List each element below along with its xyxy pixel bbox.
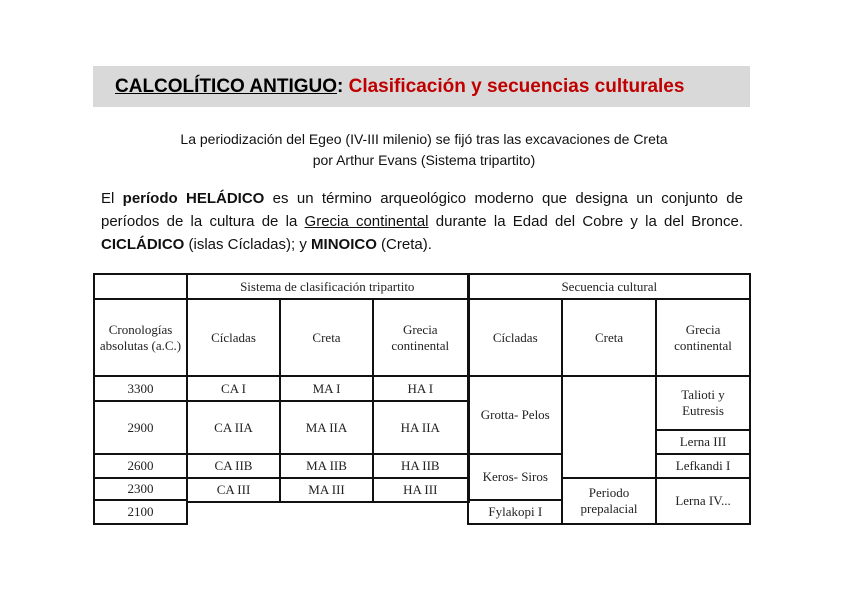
title-subtitle: Clasificación y secuencias culturales <box>348 75 685 97</box>
seq-crete-cell: Periodo prepalacial <box>562 478 656 524</box>
crete-cell: MA IIA <box>280 401 373 454</box>
para-text: El <box>101 190 123 207</box>
cyclades-cell: CA IIA <box>187 401 280 454</box>
seq-crete-empty-cell <box>562 376 656 478</box>
seq-greece-cell: Lerna IV... <box>656 478 750 524</box>
group-header-sequence: Secuencia cultural <box>468 274 750 299</box>
year-cell: 2100 <box>94 500 187 524</box>
para-text: durante la Edad del Cobre y la del Bronce. <box>428 213 744 230</box>
seq-cyclades-cell: Fylakopi I <box>468 500 562 524</box>
year-cell: 2600 <box>94 454 187 478</box>
header-tri-greece: Grecia continental <box>373 299 468 376</box>
para-underline-grecia: Grecia continental <box>304 213 429 230</box>
para-text: es un término arqueológico moderno que designa un conjunto de períodos de la cultura de la <box>101 190 743 230</box>
para-bold-minoico: MINOICO <box>311 236 377 253</box>
greece-cell: HA IIA <box>373 401 468 454</box>
header-seq-greece: Grecia continental <box>656 299 750 376</box>
title-colon: : <box>337 75 344 97</box>
crete-cell: MA I <box>280 376 373 401</box>
title-bar <box>93 66 750 107</box>
table-row <box>94 478 750 500</box>
chronology-table <box>93 273 751 525</box>
intro-line-1: La periodización del Egeo (IV-III milenio) se fijó tras las excavaciones de Creta <box>180 131 668 147</box>
cyclades-cell: CA IIB <box>187 454 280 478</box>
cyclades-cell: CA III <box>187 478 280 502</box>
cyclades-cell: CA I <box>187 376 280 401</box>
year-cell: 2300 <box>94 478 187 500</box>
page-title <box>115 76 684 98</box>
crete-cell: MA III <box>280 478 373 502</box>
seq-greece-cell: Talioti y Eutresis <box>656 376 750 430</box>
table-row <box>94 299 750 376</box>
empty-corner-cell <box>94 274 187 299</box>
para-text: (islas Cícladas); y <box>184 236 312 253</box>
table-row <box>94 376 750 401</box>
group-header-tripartite: Sistema de clasificación tripartito <box>187 274 468 299</box>
crete-cell: MA IIB <box>280 454 373 478</box>
greece-cell: HA I <box>373 376 468 401</box>
body-paragraph <box>101 187 743 256</box>
table-row <box>94 274 750 299</box>
seq-cyclades-cell: Keros- Siros <box>468 454 562 500</box>
greece-cell: HA IIB <box>373 454 468 478</box>
intro-line-2: por Arthur Evans (Sistema tripartito) <box>312 152 536 168</box>
greece-cell: HA III <box>373 478 468 502</box>
header-tri-cyclades: Cícladas <box>187 299 280 376</box>
header-seq-crete: Creta <box>562 299 656 376</box>
seq-cyclades-cell: Grotta- Pelos <box>468 376 562 454</box>
seq-greece-cell: Lerna III <box>656 430 750 454</box>
year-cell: 2900 <box>94 401 187 454</box>
intro-text <box>100 129 748 171</box>
para-bold-heladico: período HELÁDICO <box>122 190 265 207</box>
header-chronology: Cronologías absolutas (a.C.) <box>94 299 187 376</box>
year-cell: 3300 <box>94 376 187 401</box>
header-seq-cyclades: Cícladas <box>468 299 562 376</box>
seq-greece-cell: Lefkandi I <box>656 454 750 478</box>
para-bold-cicladico: CICLÁDICO <box>101 236 185 253</box>
title-main: CALCOLÍTICO ANTIGUO <box>115 75 337 97</box>
para-text: (Creta). <box>376 236 432 253</box>
header-tri-crete: Creta <box>280 299 373 376</box>
